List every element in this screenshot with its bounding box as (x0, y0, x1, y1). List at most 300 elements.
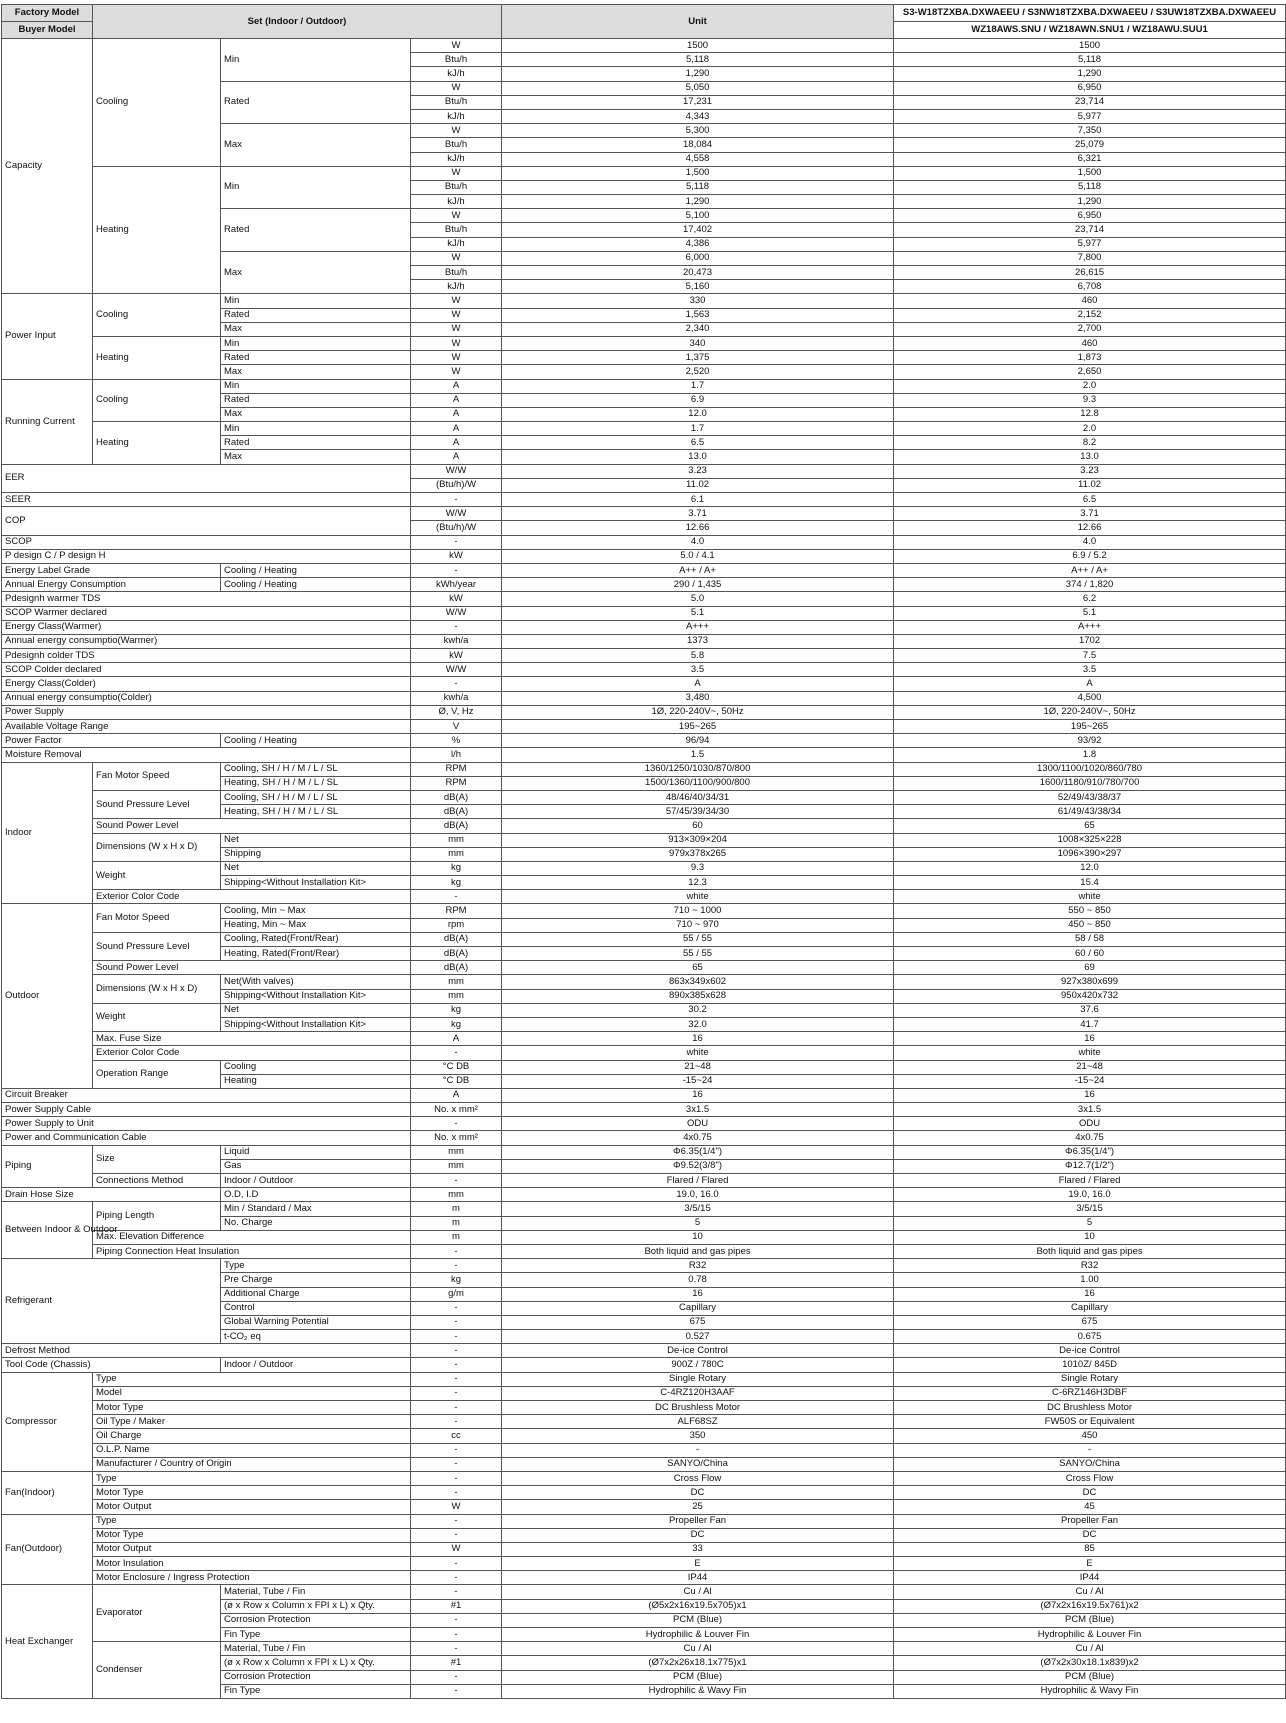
item-label: Max (221, 251, 411, 294)
spec-row (2, 663, 1286, 677)
unit-cell: kJ/h (411, 152, 502, 166)
unit-cell: W (411, 81, 502, 95)
model2-value: 11.02 (894, 478, 1286, 492)
model2-value: Φ12.7(1/2") (894, 1159, 1286, 1173)
model2-value: (Ø7x2x16x19.5x761)x2 (894, 1599, 1286, 1613)
model1-value: white (502, 1046, 894, 1060)
group-label: Piping Length (93, 1202, 221, 1230)
spec-row (2, 1244, 1286, 1258)
model1-value: 0.78 (502, 1273, 894, 1287)
model1-value: (Ø5x2x16x19.5x705)x1 (502, 1599, 894, 1613)
spec-row (2, 705, 1286, 719)
model2-value: 6.2 (894, 592, 1286, 606)
model2-value: Both liquid and gas pipes (894, 1244, 1286, 1258)
item-label: Indoor / Outdoor (221, 1174, 411, 1188)
model2-value: 13.0 (894, 450, 1286, 464)
model2-value: De-ice Control (894, 1344, 1286, 1358)
unit-cell: W (411, 1500, 502, 1514)
spec-row (2, 1046, 1286, 1060)
unit-cell: - (411, 1315, 502, 1329)
item-label: Net (221, 861, 411, 875)
model1-value: 12.3 (502, 876, 894, 890)
spec-row (2, 620, 1286, 634)
spec-row (2, 634, 1286, 648)
unit-cell: cc (411, 1429, 502, 1443)
item-label: Cooling, SH / H / M / L / SL (221, 790, 411, 804)
group-label: Manufacturer / Country of Origin (93, 1457, 411, 1471)
item-label: Max (221, 407, 411, 421)
model2-value: - (894, 1443, 1286, 1457)
spec-row (2, 1585, 1286, 1599)
model1-value: 0.527 (502, 1330, 894, 1344)
item-label: Max (221, 450, 411, 464)
model1-value: 4,343 (502, 109, 894, 123)
model2-value: 7.5 (894, 649, 1286, 663)
spec-row (2, 1401, 1286, 1415)
section-label: Energy Class(Colder) (2, 677, 411, 691)
group-label: Motor Enclosure / Ingress Protection (93, 1571, 411, 1585)
model1-value: 890x385x628 (502, 989, 894, 1003)
unit-cell: - (411, 620, 502, 634)
unit-cell: A (411, 1032, 502, 1046)
spec-row (2, 1500, 1286, 1514)
section-label: Power and Communication Cable (2, 1131, 411, 1145)
spec-row (2, 1471, 1286, 1485)
item-label: Heating, SH / H / M / L / SL (221, 805, 411, 819)
model1-value: 3/5/15 (502, 1202, 894, 1216)
model1-value: 3x1.5 (502, 1103, 894, 1117)
spec-row (2, 1003, 1286, 1017)
model1-value: Hydrophilic & Wavy Fin (502, 1684, 894, 1698)
unit-cell: mm (411, 989, 502, 1003)
spec-row (2, 1571, 1286, 1585)
item-label: Cooling, SH / H / M / L / SL (221, 762, 411, 776)
unit-cell: - (411, 1117, 502, 1131)
spec-row (2, 1457, 1286, 1471)
section-label: Heat Exchanger (2, 1585, 93, 1699)
section-label: Power Factor (2, 734, 221, 748)
item-label: Corrosion Protection (221, 1670, 411, 1684)
model1-value: 3,480 (502, 691, 894, 705)
unit-cell: - (411, 1557, 502, 1571)
section-label: Annual Energy Consumption (2, 578, 221, 592)
model2-value: 195~265 (894, 720, 1286, 734)
model1-value: 30.2 (502, 1003, 894, 1017)
model2-value: 1,290 (894, 195, 1286, 209)
group-label: Motor Type (93, 1401, 411, 1415)
model2-value: 5.1 (894, 606, 1286, 620)
model1-value: 5.1 (502, 606, 894, 620)
model1-value: 1,500 (502, 166, 894, 180)
model2-value: DC (894, 1528, 1286, 1542)
model1-value: 2,520 (502, 365, 894, 379)
model2-value: 1.8 (894, 748, 1286, 762)
model1-value: 290 / 1,435 (502, 578, 894, 592)
unit-cell: kg (411, 1273, 502, 1287)
item-label: Rated (221, 81, 411, 124)
item-label: Heating (221, 1074, 411, 1088)
section-label: Circuit Breaker (2, 1088, 411, 1102)
group-label: Oil Type / Maker (93, 1415, 411, 1429)
section-label: P design C / P design H (2, 549, 411, 563)
unit-cell: - (411, 1386, 502, 1400)
unit-cell: - (411, 1514, 502, 1528)
item-label: Min (221, 39, 411, 82)
model2-value: 6.5 (894, 493, 1286, 507)
model1-value: 32.0 (502, 1017, 894, 1031)
unit-cell: kWh/year (411, 578, 502, 592)
model2-value: 93/92 (894, 734, 1286, 748)
model1-value: 96/94 (502, 734, 894, 748)
unit-cell: A (411, 1088, 502, 1102)
section-label: Moisture Removal (2, 748, 411, 762)
model2-value: Hydrophilic & Wavy Fin (894, 1684, 1286, 1698)
model2-value: 61/49/43/38/34 (894, 805, 1286, 819)
unit-cell: °C DB (411, 1074, 502, 1088)
group-label: Motor Type (93, 1486, 411, 1500)
spec-row (2, 1358, 1286, 1372)
model2-value: 4,500 (894, 691, 1286, 705)
unit-cell: dB(A) (411, 961, 502, 975)
model2-value: 2.0 (894, 379, 1286, 393)
item-label: Control (221, 1301, 411, 1315)
spec-row (2, 819, 1286, 833)
item-label: Max (221, 124, 411, 167)
spec-row (2, 1443, 1286, 1457)
group-label: Sound Power Level (93, 961, 411, 975)
item-label: Liquid (221, 1145, 411, 1159)
section-label: Refrigerant (2, 1259, 221, 1344)
unit-cell: mm (411, 1188, 502, 1202)
spec-row (2, 1528, 1286, 1542)
item-label: Min (221, 379, 411, 393)
model2-value: 26,615 (894, 266, 1286, 280)
model1-value: 25 (502, 1500, 894, 1514)
unit-cell: W (411, 322, 502, 336)
model1-value: E (502, 1557, 894, 1571)
model1-value: 5.8 (502, 649, 894, 663)
unit-cell: l/h (411, 748, 502, 762)
unit-cell: - (411, 1415, 502, 1429)
section-label: Pdesignh colder TDS (2, 649, 411, 663)
item-label: Fin Type (221, 1684, 411, 1698)
model1-value: 710 ~ 970 (502, 918, 894, 932)
item-label: Indoor / Outdoor (221, 1358, 411, 1372)
unit-cell: mm (411, 975, 502, 989)
model2-value: 450 ~ 850 (894, 918, 1286, 932)
model1-value: 5,300 (502, 124, 894, 138)
section-label: Between Indoor & Outdoor (2, 1202, 93, 1259)
item-label: Rated (221, 393, 411, 407)
model1-value: 1Ø, 220-240V~, 50Hz (502, 705, 894, 719)
model2-value: 460 (894, 336, 1286, 350)
model2-value: 450 (894, 1429, 1286, 1443)
item-label: Heating, Min ~ Max (221, 918, 411, 932)
model2-value: 12.0 (894, 861, 1286, 875)
model1-value: 675 (502, 1315, 894, 1329)
model1-value: 3.23 (502, 464, 894, 478)
unit-cell: Btu/h (411, 266, 502, 280)
section-label: Energy Class(Warmer) (2, 620, 411, 634)
unit-cell: - (411, 1486, 502, 1500)
unit-cell: W/W (411, 464, 502, 478)
spec-row (2, 833, 1286, 847)
model2-value: 16 (894, 1287, 1286, 1301)
model2-value: A+++ (894, 620, 1286, 634)
model1-value: 4,386 (502, 237, 894, 251)
model2-value: 23,714 (894, 223, 1286, 237)
unit-cell: - (411, 1301, 502, 1315)
group-label: Cooling (93, 294, 221, 337)
model1-value: 6.5 (502, 436, 894, 450)
item-label: Net (221, 833, 411, 847)
model1-value: 5,050 (502, 81, 894, 95)
section-label: COP (2, 507, 411, 535)
item-label: Max (221, 322, 411, 336)
item-label: Type (221, 1259, 411, 1273)
item-label: Material, Tube / Fin (221, 1642, 411, 1656)
section-label: Defrost Method (2, 1344, 411, 1358)
model2-value: 16 (894, 1032, 1286, 1046)
model2-value: 1,873 (894, 351, 1286, 365)
group-label: Type (93, 1514, 411, 1528)
unit-cell: W (411, 166, 502, 180)
item-label: Shipping<Without Installation Kit> (221, 989, 411, 1003)
model1-value: 350 (502, 1429, 894, 1443)
unit-cell: - (411, 563, 502, 577)
spec-row (2, 904, 1286, 918)
section-label: Available Voltage Range (2, 720, 411, 734)
model2-value: -15~24 (894, 1074, 1286, 1088)
group-label: Condenser (93, 1642, 221, 1699)
unit-cell: - (411, 1330, 502, 1344)
item-label: Corrosion Protection (221, 1613, 411, 1627)
unit-cell: kW (411, 649, 502, 663)
item-label: O.D, I.D (221, 1188, 411, 1202)
spec-row (2, 1486, 1286, 1500)
model1-value: -15~24 (502, 1074, 894, 1088)
model2-value: 1702 (894, 634, 1286, 648)
unit-cell: °C DB (411, 1060, 502, 1074)
unit-cell: W/W (411, 663, 502, 677)
model2-value: 3.5 (894, 663, 1286, 677)
model1-value: 65 (502, 961, 894, 975)
unit-cell: m (411, 1216, 502, 1230)
item-label: Cooling / Heating (221, 578, 411, 592)
item-label: Cooling / Heating (221, 734, 411, 748)
model1-value: PCM (Blue) (502, 1613, 894, 1627)
model2-value: 52/49/43/38/37 (894, 790, 1286, 804)
unit-cell: kg (411, 861, 502, 875)
model2-value: 6.9 / 5.2 (894, 549, 1286, 563)
spec-row (2, 1429, 1286, 1443)
model1-value: R32 (502, 1259, 894, 1273)
group-label: Motor Output (93, 1542, 411, 1556)
unit-cell: kwh/a (411, 634, 502, 648)
model2-value: 1008×325×228 (894, 833, 1286, 847)
unit-cell: - (411, 1244, 502, 1258)
unit-cell: g/m (411, 1287, 502, 1301)
model1-value: 6,000 (502, 251, 894, 265)
group-label: Weight (93, 1003, 221, 1031)
unit-cell: - (411, 1670, 502, 1684)
model2-value: 10 (894, 1230, 1286, 1244)
model2-value: 2,152 (894, 308, 1286, 322)
unit-cell: - (411, 1174, 502, 1188)
spec-row (2, 578, 1286, 592)
group-label: Heating (93, 166, 221, 294)
unit-cell: W (411, 1542, 502, 1556)
group-label: Operation Range (93, 1060, 221, 1088)
group-label: Dimensions (W x H x D) (93, 833, 221, 861)
spec-row (2, 294, 1286, 308)
spec-row (2, 1386, 1286, 1400)
model1-value: DC Brushless Motor (502, 1401, 894, 1415)
model2-value: white (894, 890, 1286, 904)
model1-value: SANYO/China (502, 1457, 894, 1471)
model2-value: 927x380x699 (894, 975, 1286, 989)
unit-cell: mm (411, 1159, 502, 1173)
group-label: Motor Output (93, 1500, 411, 1514)
model1-value: 9.3 (502, 861, 894, 875)
model1-value: 1.7 (502, 379, 894, 393)
unit-cell: A (411, 393, 502, 407)
model2-value: DC Brushless Motor (894, 1401, 1286, 1415)
model2-value: Flared / Flared (894, 1174, 1286, 1188)
unit-cell: % (411, 734, 502, 748)
model2-value: 3.71 (894, 507, 1286, 521)
model1-value: 55 / 55 (502, 932, 894, 946)
unit-cell: RPM (411, 762, 502, 776)
model2-value: 1,290 (894, 67, 1286, 81)
model2-value: 7,350 (894, 124, 1286, 138)
item-label: Rated (221, 351, 411, 365)
section-label: SCOP Warmer declared (2, 606, 411, 620)
model1-value: 17,402 (502, 223, 894, 237)
section-label: EER (2, 464, 411, 492)
section-label: SCOP (2, 535, 411, 549)
header-row-factory (2, 5, 1286, 22)
model1-value: (Ø7x2x26x18.1x775)x1 (502, 1656, 894, 1670)
model2-value: PCM (Blue) (894, 1670, 1286, 1684)
model2-value: 69 (894, 961, 1286, 975)
unit-cell: - (411, 1684, 502, 1698)
spec-row (2, 734, 1286, 748)
model2-value: 1600/1180/910/780/700 (894, 776, 1286, 790)
model1-value: 20,473 (502, 266, 894, 280)
item-label: Shipping (221, 847, 411, 861)
model1-value: 48/46/40/34/31 (502, 790, 894, 804)
unit-cell: kg (411, 1017, 502, 1031)
spec-row (2, 790, 1286, 804)
group-label: Sound Pressure Level (93, 790, 221, 818)
model2-value: 460 (894, 294, 1286, 308)
model1-value: Cu / Al (502, 1585, 894, 1599)
model2-value: PCM (Blue) (894, 1613, 1286, 1627)
unit-cell: - (411, 1457, 502, 1471)
model1-value: ODU (502, 1117, 894, 1131)
model2-value: 3x1.5 (894, 1103, 1286, 1117)
model2-value: Cu / Al (894, 1642, 1286, 1656)
unit-cell: kwh/a (411, 691, 502, 705)
spec-row (2, 592, 1286, 606)
model2-value: 6,950 (894, 81, 1286, 95)
model1-factory: S3-W18TZXBA.DXWAEEU / S3NW18TZXBA.DXWAEEU / S3UW18TZXBA.DXWAEEU (894, 5, 1286, 22)
model1-value: 710 ~ 1000 (502, 904, 894, 918)
model1-value: white (502, 890, 894, 904)
model1-value: 1500/1360/1100/900/800 (502, 776, 894, 790)
model2-value: white (894, 1046, 1286, 1060)
model2-value: 1010Z/ 845D (894, 1358, 1286, 1372)
model2-value: SANYO/China (894, 1457, 1286, 1471)
spec-row (2, 606, 1286, 620)
unit-cell: (Btu/h)/W (411, 521, 502, 535)
group-label: Max. Fuse Size (93, 1032, 411, 1046)
model2-value: 2,650 (894, 365, 1286, 379)
model1-value: 16 (502, 1088, 894, 1102)
spec-row (2, 464, 1286, 478)
section-label: Fan(Outdoor) (2, 1514, 93, 1585)
item-label: Cooling / Heating (221, 563, 411, 577)
unit-cell: RPM (411, 776, 502, 790)
unit-cell: dB(A) (411, 790, 502, 804)
model2-value: 1.00 (894, 1273, 1286, 1287)
model2-value: 60 / 60 (894, 947, 1286, 961)
model2-value: 85 (894, 1542, 1286, 1556)
model2-value: 16 (894, 1088, 1286, 1102)
model1-value: 33 (502, 1542, 894, 1556)
group-label: Sound Power Level (93, 819, 411, 833)
section-label: Capacity (2, 39, 93, 294)
model1-value: 1,563 (502, 308, 894, 322)
spec-row (2, 1088, 1286, 1102)
unit-cell: mm (411, 847, 502, 861)
model1-value: 1500 (502, 39, 894, 53)
model1-value: A++ / A+ (502, 563, 894, 577)
model2-value: 5,118 (894, 180, 1286, 194)
unit-cell: dB(A) (411, 932, 502, 946)
spec-row (2, 1202, 1286, 1216)
model1-value: Flared / Flared (502, 1174, 894, 1188)
model2-value: 3/5/15 (894, 1202, 1286, 1216)
model1-value: 863x349x602 (502, 975, 894, 989)
section-label: Power Supply to Unit (2, 1117, 411, 1131)
item-label: Pre Charge (221, 1273, 411, 1287)
item-label: Additional Charge (221, 1287, 411, 1301)
spec-row (2, 762, 1286, 776)
model1-value: 4.0 (502, 535, 894, 549)
spec-row (2, 535, 1286, 549)
model1-value: 1.7 (502, 422, 894, 436)
model1-value: - (502, 1443, 894, 1457)
item-label: Min (221, 294, 411, 308)
spec-row (2, 1415, 1286, 1429)
spec-row (2, 1259, 1286, 1273)
model2-value: 65 (894, 819, 1286, 833)
model2-value: 37.6 (894, 1003, 1286, 1017)
model1-value: 5,100 (502, 209, 894, 223)
model2-value: 23,714 (894, 95, 1286, 109)
model2-value: 5,977 (894, 237, 1286, 251)
model1-value: 1,375 (502, 351, 894, 365)
model2-value: 9.3 (894, 393, 1286, 407)
section-label: Fan(Indoor) (2, 1471, 93, 1514)
group-label: Size (93, 1145, 221, 1173)
model1-value: 900Z / 780C (502, 1358, 894, 1372)
model2-value: R32 (894, 1259, 1286, 1273)
item-label: (ø x Row x Column x FPI x L) x Qty. (221, 1599, 411, 1613)
unit-cell: kJ/h (411, 109, 502, 123)
